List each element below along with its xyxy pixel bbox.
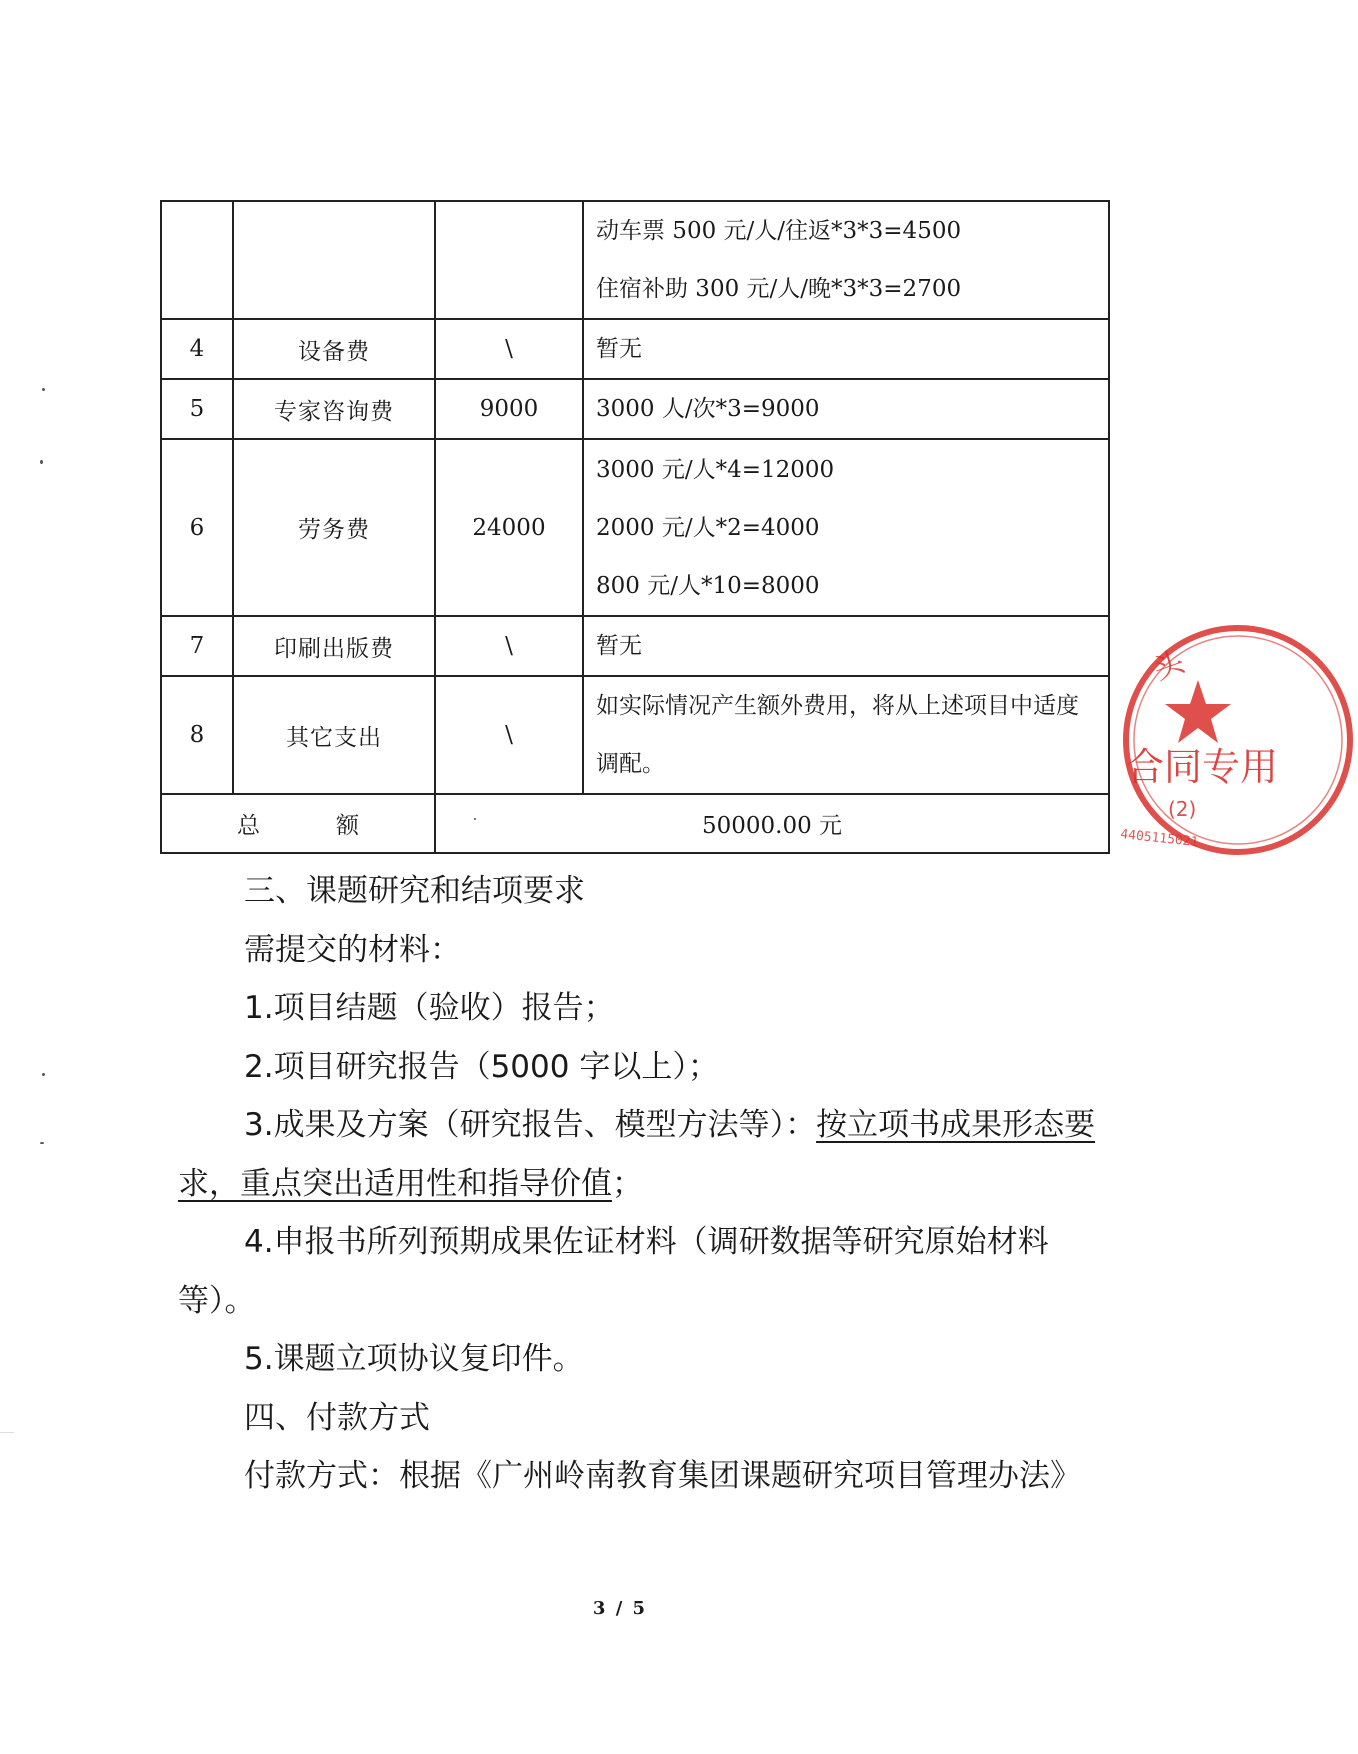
description-line: 暂无 (596, 336, 642, 362)
row-amount (435, 201, 583, 319)
description-line: 2000 元/人*2=4000 (596, 514, 820, 541)
table-row (161, 319, 1109, 379)
scan-speck (42, 1073, 45, 1076)
scan-speck (42, 388, 45, 391)
table-row (161, 379, 1109, 439)
total-label: 总额 (237, 813, 435, 839)
row-amount: \ (435, 319, 583, 379)
row-item: 设备费 (233, 319, 435, 379)
description-line: 住宿补助 300 元/人/晚*3*3=2700 (596, 276, 962, 302)
row-number: 5 (161, 379, 233, 439)
material-item-3-underlined: 按立项书成果形态要求，重点突出适用性和指导价值 (178, 1107, 1096, 1202)
row-description (583, 616, 1109, 676)
seal-top-text: 头 (1148, 644, 1189, 688)
row-number: 8 (161, 676, 233, 794)
row-item: 印刷出版费 (233, 616, 435, 676)
description-text: 如实际情况产生额外费用，将从上述项目中适度调配。 (596, 693, 1079, 777)
row-amount: 24000 (435, 439, 583, 616)
total-value: 50000.00 元 (435, 794, 1109, 853)
row-number: 6 (161, 439, 233, 616)
budget-table (160, 200, 1110, 854)
description-line: 暂无 (596, 633, 642, 659)
material-item-3-prefix: 3.成果及方案（研究报告、模型方法等）： (244, 1107, 817, 1143)
materials-intro: 需提交的材料： (244, 931, 461, 968)
table-row (161, 439, 1109, 616)
scan-speck (40, 1142, 44, 1144)
description-line: 3000 人/次*3=9000 (596, 396, 820, 422)
row-description (583, 379, 1109, 439)
row-description (583, 201, 1109, 319)
table-row (161, 201, 1109, 319)
material-item-4: 4.申报书所列预期成果佐证材料（调研数据等研究原始材料等）。 (178, 1224, 1049, 1319)
table-row (161, 616, 1109, 676)
scan-edge-mark (0, 1432, 14, 1433)
scan-speck (474, 818, 476, 820)
material-item-1: 1.项目结题（验收）报告； (244, 990, 615, 1026)
material-item-2: 2.项目研究报告（5000 字以上）； (244, 1048, 719, 1085)
description-line: 800 元/人*10=8000 (596, 572, 820, 599)
section-3-heading: 三、课题研究和结项要求 (244, 873, 585, 909)
row-amount: \ (435, 616, 583, 676)
row-number: 7 (161, 616, 233, 676)
total-label-cell (161, 794, 435, 853)
row-item: 其它支出 (233, 676, 435, 794)
material-item-5: 5.课题立项协议复印件。 (244, 1341, 584, 1377)
row-item: 专家咨询费 (233, 379, 435, 439)
row-amount: 9000 (435, 379, 583, 439)
row-item (233, 201, 435, 319)
body-text (178, 862, 1103, 1506)
row-description (583, 319, 1109, 379)
seal-middle-text: 合同专用 (1126, 745, 1279, 789)
row-item: 劳务费 (233, 439, 435, 616)
page-number: 3 / 5 (592, 1598, 648, 1619)
row-description (583, 676, 1109, 794)
material-item-3-suffix: ； (612, 1165, 643, 1202)
seal-number-text: (2) (1168, 797, 1197, 821)
table-row (161, 676, 1109, 794)
row-amount: \ (435, 676, 583, 794)
material-item-3 (178, 1096, 1103, 1213)
total-row (161, 794, 1109, 853)
row-number (161, 201, 233, 319)
section-4-heading: 四、付款方式 (244, 1399, 430, 1436)
seal-code-text: 4405115021 (1119, 827, 1200, 851)
description-line: 3000 元/人*4=12000 (596, 456, 835, 483)
payment-method-text: 付款方式：根据《广州岭南教育集团课题研究项目管理办法》 (244, 1458, 1081, 1494)
scan-speck (40, 460, 43, 464)
seal-star-icon (1165, 680, 1231, 743)
official-seal-stamp (1118, 620, 1358, 860)
description-line: 动车票 500 元/人/往返*3*3=4500 (596, 218, 962, 244)
row-description (583, 439, 1109, 616)
row-number: 4 (161, 319, 233, 379)
